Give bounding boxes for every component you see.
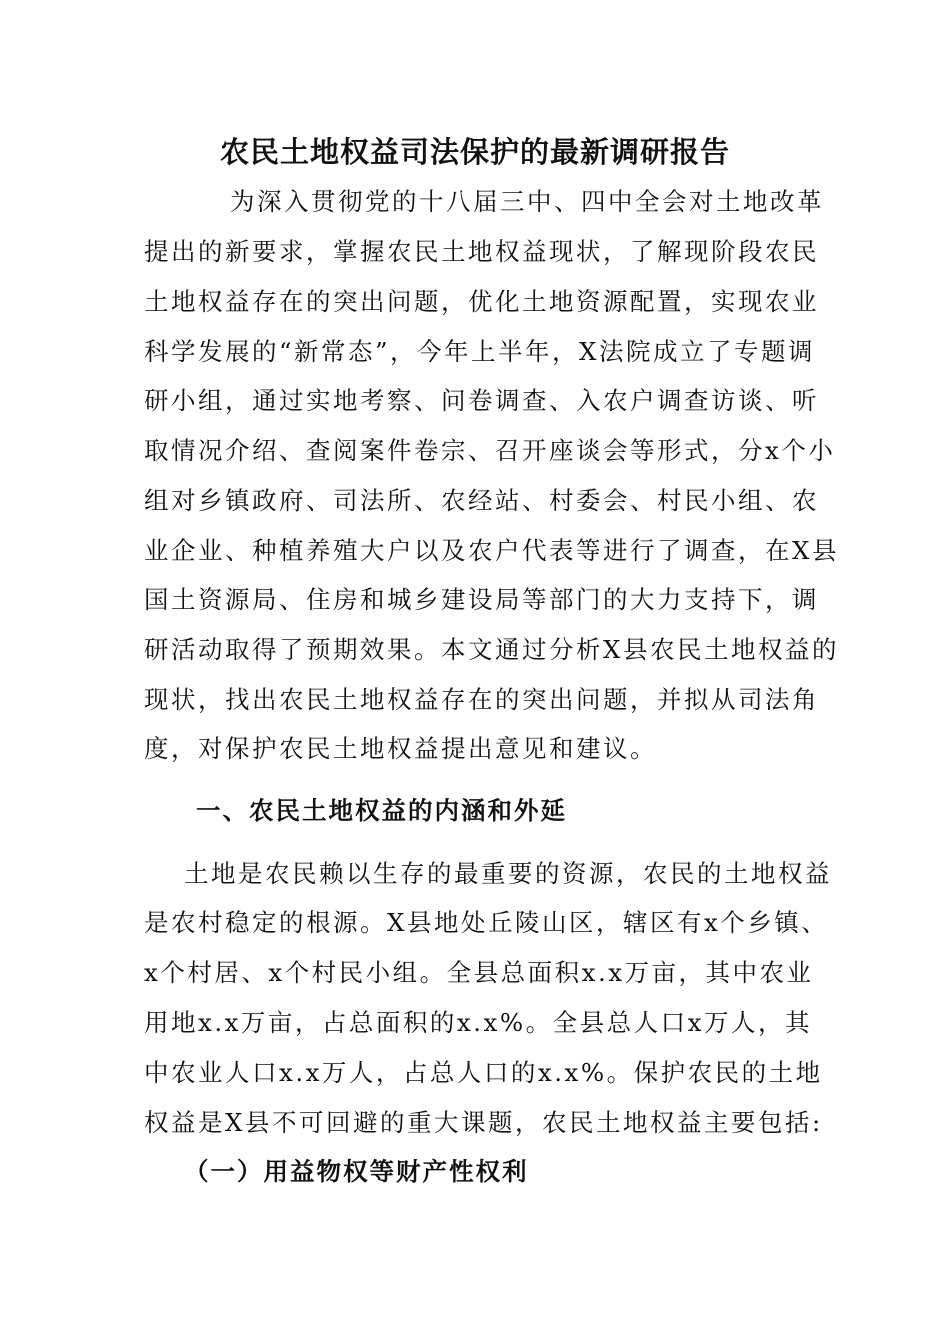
paragraph-line: 权益是X县不可回避的重大课题，农民土地权益主要包括: <box>144 1108 823 1137</box>
paragraph-line: 业企业、种植养殖大户以及农户代表等进行了调查，在X县 <box>144 536 839 565</box>
paragraph-line: 土地是农民赖以生存的最重要的资源，农民的土地权益 <box>184 859 832 888</box>
paragraph-line: 国土资源局、住房和城乡建设局等部门的大力支持下，调 <box>144 585 819 614</box>
paragraph-line: 研小组，通过实地考察、问卷调查、入农户调查访谈、听 <box>144 386 819 415</box>
paragraph-line: x个村居、x个村民小组。全县总面积x.x万亩，其中农业 <box>144 958 814 987</box>
paragraph-line: 用地x.x万亩，占总面积的x.x%。全县总人口x万人，其 <box>144 1008 812 1037</box>
paragraph-line: 度，对保护农民土地权益提出意见和建议。 <box>144 734 657 763</box>
paragraph-line: 现状，找出农民土地权益存在的突出问题，并拟从司法角 <box>144 685 819 714</box>
paragraph-line: 取情况介绍、查阅案件卷宗、召开座谈会等形式，分x个小 <box>144 436 836 465</box>
paragraph-line: 组对乡镇政府、司法所、农经站、村委会、村民小组、农 <box>144 486 819 515</box>
paragraph-line: 为深入贯彻党的十八届三中、四中全会对土地改革 <box>230 187 824 216</box>
paragraph-line: 是农村稳定的根源。X县地处丘陵山区，辖区有x个乡镇、 <box>144 908 829 937</box>
paragraph-line: 研活动取得了预期效果。本文通过分析X县农民土地权益的 <box>144 635 839 664</box>
subsection-heading: （一）用益物权等财产性权利 <box>184 1157 529 1186</box>
paragraph-line: 中农业人口x.x万人，占总人口的x.x%。保护农民的土地 <box>144 1058 823 1087</box>
paragraph-line: 提出的新要求，掌握农民土地权益现状，了解现阶段农民 <box>144 237 819 266</box>
paragraph-line: 科学发展的“新常态”，今年上半年，X法院成立了专题调 <box>144 337 815 366</box>
document-title: 农民土地权益司法保护的最新调研报告 <box>219 135 730 169</box>
paragraph-line: 土地权益存在的突出问题，优化土地资源配置，实现农业 <box>144 287 819 316</box>
section-heading: 一、农民土地权益的内涵和外延 <box>196 796 567 825</box>
